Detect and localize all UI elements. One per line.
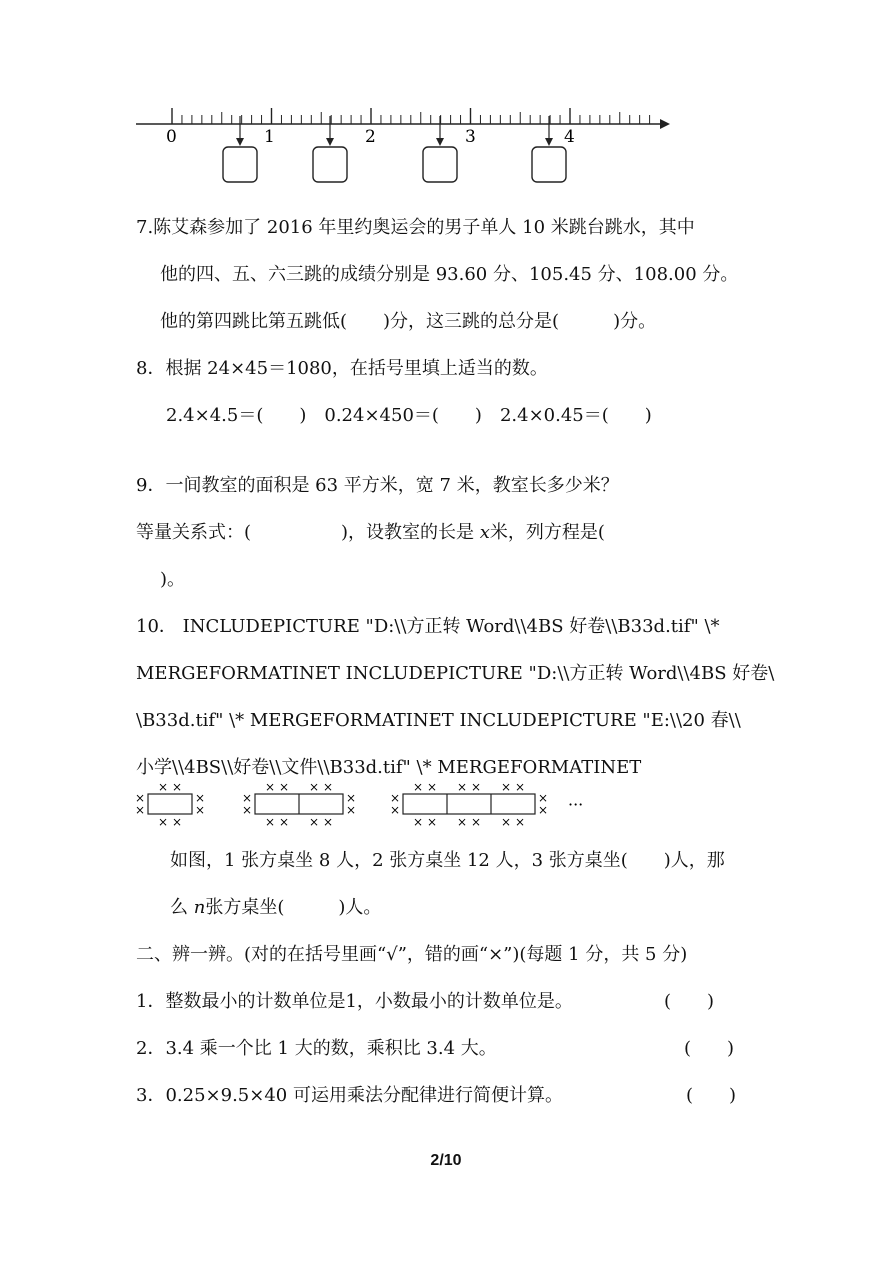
- q9-variable-x: x: [479, 522, 490, 543]
- seat-mark: ×: [470, 815, 482, 829]
- q10-text-2-a: 么: [170, 897, 194, 918]
- q10-line-2: MERGEFORMATINET INCLUDEPICTURE "D:\\方正转 Word\\4BS 好卷\: [136, 663, 775, 684]
- q10-text-2-b: 张方桌坐( )人。: [205, 897, 382, 918]
- q10-variable-n: n: [193, 897, 206, 918]
- seat-mark: ×: [500, 815, 512, 829]
- seat-mark: ×: [171, 815, 183, 829]
- seat-mark: ×: [412, 782, 424, 794]
- arrow-box-4: [532, 116, 566, 182]
- seat-mark: ×: [322, 782, 334, 794]
- page-number: 2/10: [430, 1152, 462, 1169]
- arrow-box-1: [223, 116, 257, 182]
- judge-item-1: 1．整数最小的计数单位是1，小数最小的计数单位是。: [136, 991, 573, 1012]
- seat-mark: ×: [278, 815, 290, 829]
- answer-box-2[interactable]: [313, 147, 347, 182]
- number-line-label-1: 1: [264, 127, 275, 147]
- seat-mark: ×: [412, 815, 424, 829]
- seat-mark: ×: [157, 815, 169, 829]
- seat-mark: ×: [456, 815, 468, 829]
- q9-line-2-a: 等量关系式：( )，设教室的长是: [136, 522, 480, 543]
- figure-ellipsis: ···: [568, 795, 584, 814]
- seat-mark: ×: [345, 803, 357, 817]
- q9-line-1: 9．一间教室的面积是 63 平方米，宽 7 米，教室长多少米？: [136, 475, 619, 496]
- seat-mark: ×: [500, 782, 512, 794]
- seat-mark: ×: [194, 803, 206, 817]
- q9-line-2: [136, 521, 605, 545]
- seat-mark: ×: [514, 815, 526, 829]
- q8-line-1: 8．根据 24×45＝1080，在括号里填上适当的数。: [136, 358, 548, 379]
- answer-box-1[interactable]: [223, 147, 257, 182]
- number-line-ticks: [172, 108, 650, 124]
- number-line: [0, 0, 892, 200]
- seat-mark: ×: [426, 815, 438, 829]
- seat-mark: ×: [322, 815, 334, 829]
- judge-item-3: 3．0.25×9.5×40 可运用乘法分配律进行简便计算。: [136, 1085, 563, 1106]
- q9-line-3: )。: [160, 569, 186, 590]
- seat-mark: ×: [537, 803, 549, 817]
- q9-line-2-b: 米，列方程是(: [489, 522, 605, 543]
- answer-box-4[interactable]: [532, 147, 566, 182]
- number-line-label-0: 0: [166, 127, 177, 147]
- seat-mark: ×: [514, 782, 526, 794]
- seat-mark: ×: [134, 803, 146, 817]
- number-line-arrowhead: [660, 119, 670, 129]
- seat-mark: ×: [308, 782, 320, 794]
- seat-mark: ×: [264, 782, 276, 794]
- q10-text-2: [170, 896, 381, 920]
- section2-heading: 二、辨一辨。(对的在括号里画“√”，错的画“×”)(每题 1 分，共 5 分): [136, 944, 688, 965]
- table-group-3: [403, 794, 535, 814]
- q10-text-1: 如图，1 张方桌坐 8 人，2 张方桌坐 12 人，3 张方桌坐( )人，那: [170, 850, 725, 871]
- seat-mark: ×: [470, 782, 482, 794]
- seat-mark: ×: [308, 815, 320, 829]
- arrow-box-2: [313, 116, 347, 182]
- seat-mark: ×: [157, 782, 169, 794]
- seat-mark: ×: [264, 815, 276, 829]
- judge-bracket-3[interactable]: ( ): [686, 1085, 737, 1106]
- seat-mark: ×: [171, 782, 183, 794]
- q10-line-3: \B33d.tif" \* MERGEFORMATINET INCLUDEPICTURE "E:\\20 春\\: [136, 710, 741, 731]
- q8-line-2: 2.4×4.5＝( ) 0.24×450＝( ) 2.4×0.45＝( ): [166, 405, 652, 426]
- judge-bracket-2[interactable]: ( ): [684, 1038, 735, 1059]
- seat-mark: ×: [537, 791, 549, 805]
- seat-mark: ×: [389, 803, 401, 817]
- q7-line-2: 他的四、五、六三跳的成绩分别是 93.60 分、105.45 分、108.00 分。: [160, 264, 739, 285]
- seat-mark: ×: [389, 791, 401, 805]
- q10-line-4: 小学\\4BS\\好卷\\文件\\B33d.tif" \* MERGEFORMATINET: [136, 757, 642, 778]
- seat-mark: ×: [278, 782, 290, 794]
- seat-mark: ×: [456, 782, 468, 794]
- q7-line-3: 他的第四跳比第五跳低( )分，这三跳的总分是( )分。: [160, 311, 657, 332]
- arrow-box-3: [423, 116, 457, 182]
- judge-item-2: 2．3.4 乘一个比 1 大的数，乘积比 3.4 大。: [136, 1038, 497, 1059]
- seat-mark: ×: [241, 803, 253, 817]
- seat-mark: ×: [345, 791, 357, 805]
- q10-line-1: 10． INCLUDEPICTURE "D:\\方正转 Word\\4BS 好卷\\B33d.tif" \*: [136, 616, 720, 637]
- number-line-label-3: 3: [465, 127, 476, 147]
- q7-line-1: 7.陈艾森参加了 2016 年里约奥运会的男子单人 10 米跳台跳水，其中: [136, 217, 695, 238]
- seat-mark: ×: [426, 782, 438, 794]
- judge-bracket-1[interactable]: ( ): [664, 991, 715, 1012]
- table-group-1: [148, 794, 192, 814]
- tables-figure: [0, 782, 892, 842]
- seat-mark: ×: [134, 791, 146, 805]
- seat-mark: ×: [194, 791, 206, 805]
- number-line-label-4: 4: [564, 127, 575, 147]
- seat-mark: ×: [241, 791, 253, 805]
- answer-box-3[interactable]: [423, 147, 457, 182]
- number-line-label-2: 2: [365, 127, 376, 147]
